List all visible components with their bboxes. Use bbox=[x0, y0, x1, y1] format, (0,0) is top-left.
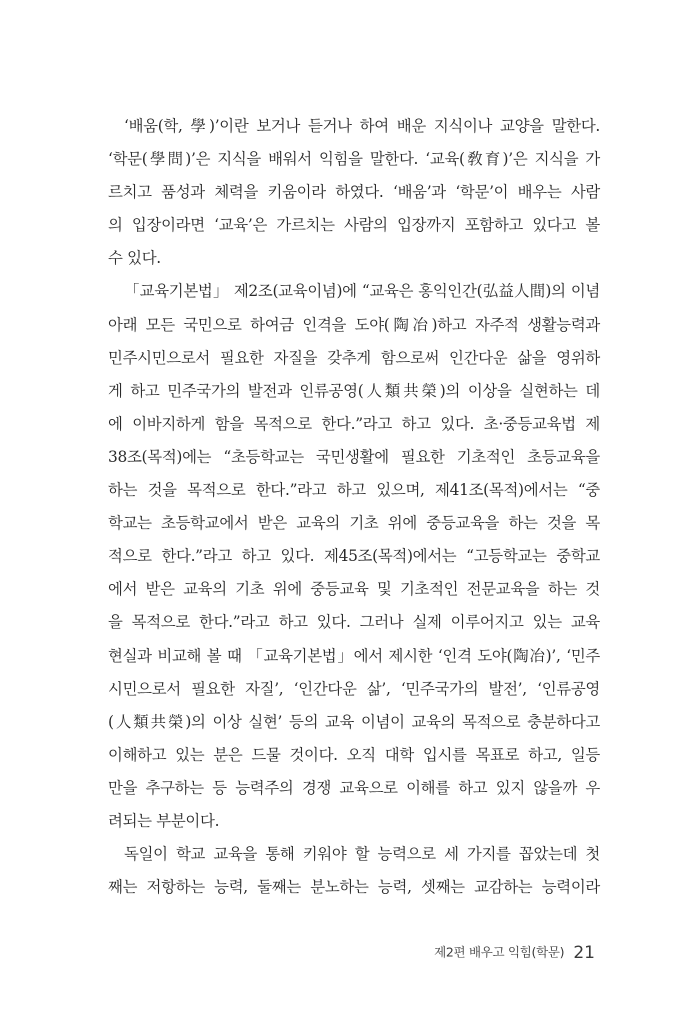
paragraph-1-line-2: ‘학문(學問)’은 지식을 배워서 익힘을 말한다. ‘교육(敎育)’은 지식을 가 bbox=[108, 150, 600, 169]
paragraph-1-line-1: ‘배움(학, 學)’이란 보거나 듣거나 하여 배운 지식이나 교양을 말한다. bbox=[124, 117, 600, 135]
paragraph-2-line-17: 려되는 부분이다. bbox=[108, 811, 220, 830]
paragraph-3-line-1: 독일이 학교 교육을 통해 키워야 할 능력으로 세 가지를 꼽았는데 첫 bbox=[124, 845, 600, 864]
paragraph-2-line-6: 38조(목적)에는 “초등학교는 국민생활에 필요한 기초적인 초등교육을 bbox=[108, 447, 600, 466]
paragraph-2-line-1: 「교육기본법」 제2조(교육이념)에 “교육은 홍익인간(弘益人間)의 이념 bbox=[124, 282, 600, 301]
paragraph-2-line-11: 을 목적으로 한다.”라고 하고 있다. 그러나 실제 이루어지고 있는 교육 bbox=[108, 613, 600, 632]
paragraph-2-line-5: 에 이바지하게 함을 목적으로 한다.”라고 하고 있다. 초·중등교육법 제 bbox=[108, 414, 600, 433]
paragraph-2-line-10: 에서 받은 교육의 기초 위에 중등교육 및 기초적인 전문교육을 하는 것 bbox=[108, 580, 600, 599]
paragraph-2-line-16: 만을 추구하는 등 능력주의 경쟁 교육으로 이해를 하고 있지 않을까 우 bbox=[108, 778, 600, 797]
paragraph-2-line-12: 현실과 비교해 볼 때 「교육기본법」에서 제시한 ‘인격 도야(陶冶)’, ‘민주 bbox=[108, 646, 600, 665]
paragraph-2-line-15: 이해하고 있는 분은 드물 것이다. 오직 대학 입시를 목표로 하고, 일등 bbox=[108, 745, 600, 764]
paragraph-2-line-4: 게 하고 민주국가의 발전과 인류공영(人類共榮)의 이상을 실현하는 데 bbox=[108, 381, 600, 400]
page-footer bbox=[434, 939, 595, 965]
running-footer-title: 제2편 배우고 익힘(학문) bbox=[434, 944, 565, 960]
page-number: 21 bbox=[573, 942, 595, 963]
paragraph-3-line-2: 째는 저항하는 능력, 둘째는 분노하는 능력, 셋째는 교감하는 능력이라 bbox=[108, 878, 600, 897]
body-text bbox=[108, 110, 600, 904]
paragraph-1-line-5: 수 있다. bbox=[108, 249, 161, 268]
paragraph-2-line-2: 아래 모든 국민으로 하여금 인격을 도야(陶冶)하고 자주적 생활능력과 bbox=[108, 315, 600, 334]
paragraph-2-line-14: (人類共榮)의 이상 실현’ 등의 교육 이념이 교육의 목적으로 충분하다고 bbox=[108, 712, 600, 731]
paragraph-2-line-8: 학교는 초등학교에서 받은 교육의 기초 위에 중등교육을 하는 것을 목 bbox=[108, 514, 600, 533]
paragraph-1-line-3: 르치고 품성과 체력을 키움이라 하였다. ‘배움’과 ‘학문’이 배우는 사람 bbox=[108, 183, 600, 202]
paragraph-2-line-9: 적으로 한다.”라고 하고 있다. 제45조(목적)에서는 “고등학교는 중학교 bbox=[108, 547, 600, 566]
paragraph-2-line-7: 하는 것을 목적으로 한다.”라고 하고 있으며, 제41조(목적)에서는 “중 bbox=[108, 481, 600, 500]
paragraph-2-line-3: 민주시민으로서 필요한 자질을 갖추게 함으로써 인간다운 삶을 영위하 bbox=[108, 348, 600, 367]
paragraph-2-line-13: 시민으로서 필요한 자질’, ‘인간다운 삶’, ‘민주국가의 발전’, ‘인류공영 bbox=[108, 679, 600, 698]
paragraph-1-line-4: 의 입장이라면 ‘교육’은 가르치는 사람의 입장까지 포함하고 있다고 볼 bbox=[108, 216, 600, 235]
